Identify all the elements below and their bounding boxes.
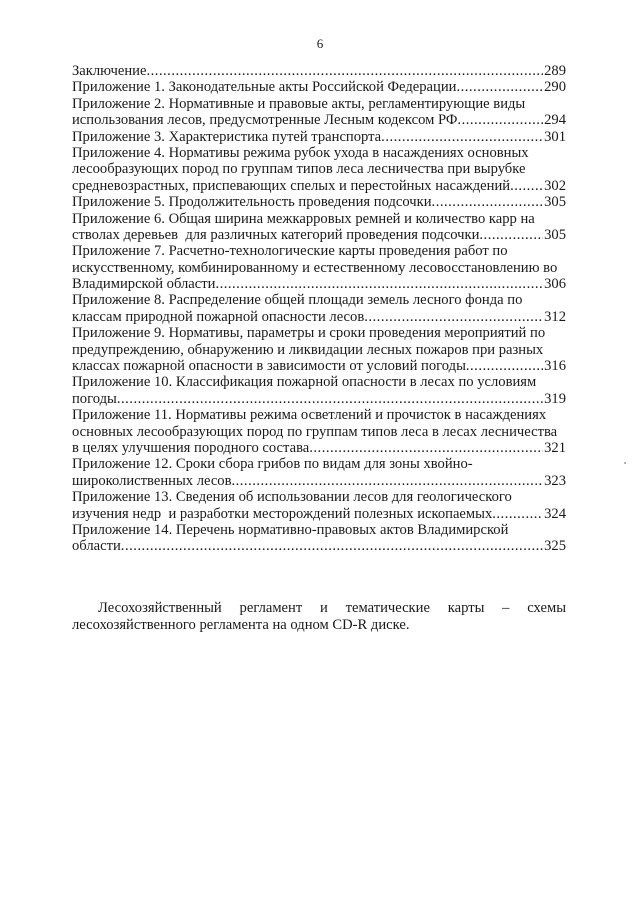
toc-entry-title-text: погоды [72, 390, 117, 407]
toc-entry-title-text: Приложение 6. Общая ширина межкарровых ремней и количество карр на [72, 210, 535, 227]
toc-entry-last-line [72, 473, 566, 489]
toc-entry [72, 63, 566, 79]
toc-entry-title-text: Владимирской области [72, 276, 216, 293]
toc-dot-leader [466, 358, 543, 374]
toc-entry-last-line [72, 538, 566, 554]
toc-entry-last-line [72, 440, 566, 456]
toc-page-number: 294 [544, 112, 566, 129]
toc-page-number: 306 [544, 276, 566, 293]
toc-page-number: 312 [544, 308, 566, 325]
toc-entry-title-text: Приложение 2. Нормативные и правовые акты, регламентирующие виды [72, 95, 526, 112]
toc-entry-last-line [72, 194, 566, 210]
toc-entry-title-text: стволах деревьев для различных категорий проведения подсочки [72, 226, 480, 243]
toc-entry-last-line [72, 178, 566, 194]
toc-entry-last-line [72, 506, 566, 522]
toc-dot-leader [457, 112, 543, 128]
toc-page-number: 305 [544, 226, 566, 243]
toc-entry [72, 374, 566, 407]
toc-page-number: 324 [544, 505, 566, 522]
toc-entry [72, 79, 566, 95]
toc-entry-title-text: Приложение 10. Классификация пожарной опасности в лесах по условиям [72, 374, 537, 391]
toc-dot-leader [456, 79, 543, 95]
toc-dot-leader [231, 473, 543, 489]
toc-entry-title-text: области [72, 538, 121, 555]
page-number: 6 [316, 36, 324, 51]
toc-entry-last-line [72, 391, 566, 407]
toc-entry [72, 522, 566, 555]
toc-page-number: 321 [544, 439, 566, 456]
toc-entry-last-line [72, 112, 566, 128]
toc-entry-title-text: основных лесообразующих пород по группам типов леса в лесах лесничества [72, 423, 558, 440]
toc-entry-title-text: лесообразующих пород по группам типов леса лесничества при вырубке [72, 161, 526, 178]
toc-page-number: 325 [544, 538, 566, 555]
toc-entry-title-text: Приложение 11. Нормативы режима осветлений и прочисток в насаждениях [72, 407, 547, 424]
toc-entry-title-text: Приложение 1. Законодательные акты Российской Федерации [72, 79, 457, 96]
toc-entry-title-text: Приложение 12. Сроки сбора грибов по видам для зоны хвойно- [72, 456, 473, 473]
toc-entry-title-text: классам природной пожарной опасности лесов [72, 308, 365, 325]
toc-page-number: 289 [544, 63, 566, 79]
toc-dot-leader [381, 129, 543, 145]
footer-note-line-2: лесохозяйственного регламента на одном CD-R диске. [72, 617, 410, 634]
toc-entry [72, 96, 566, 129]
toc-entry-title-text: средневозрастных, приспевающих спелых и перестойных насаждений [72, 177, 511, 194]
toc-entry-last-line [72, 276, 566, 292]
toc-entry-title-text: Приложение 7. Расчетно-технологические карты проведения работ по [72, 243, 508, 260]
toc-page-number: 302 [544, 177, 566, 194]
toc-page-number: 323 [544, 472, 566, 489]
scan-speck [624, 462, 626, 464]
toc-entry-last-line [72, 129, 566, 145]
toc-entry-title-text: изучения недр и разработки месторождений полезных ископаемых [72, 505, 493, 522]
toc-dot-leader [479, 227, 543, 243]
toc-entry [72, 292, 566, 325]
toc-entry [72, 129, 566, 145]
toc-entry-last-line [72, 309, 566, 325]
toc-dot-leader [510, 178, 543, 194]
toc-entry-title-text: искусственному, комбинированному и естественному лесовосстановлению во [72, 259, 558, 276]
toc-page-number: 305 [544, 194, 566, 211]
toc-entry-title-text: Приложение 5. Продолжительность проведения подсочки [72, 194, 432, 211]
toc-dot-leader [364, 309, 543, 325]
toc-entry-last-line [72, 79, 566, 95]
toc-entry-title-text: Приложение 3. Характеристика путей транспорта [72, 128, 382, 145]
toc-entry [72, 194, 566, 210]
toc-entry [72, 407, 566, 456]
toc-dot-leader [121, 538, 543, 554]
toc-dot-leader [492, 506, 543, 522]
toc-dot-leader [215, 276, 543, 292]
toc-entry [72, 243, 566, 292]
toc-entry-title-text: Приложение 14. Перечень нормативно-правовых актов Владимирской [72, 521, 509, 538]
toc-entry-title-text: использования лесов, предусмотренные Лесным кодексом РФ [72, 112, 458, 129]
footer-note-line-1: Лесохозяйственный регламент и тематические карты – схемы [98, 600, 566, 616]
footer-note [72, 600, 566, 635]
toc-entry-title-text: в целях улучшения породного состава [72, 439, 310, 456]
toc-entry-title-text: Приложение 4. Нормативы режима рубок ухода в насаждениях основных [72, 144, 529, 161]
toc-entry-title-text: Приложение 13. Сведения об использовании лесов для геологического [72, 489, 512, 506]
toc-page-number: 319 [544, 390, 566, 407]
toc-entry-title-text: предупреждению, обнаружению и ликвидации лесных пожаров при разных [72, 341, 544, 358]
toc-entry [72, 325, 566, 374]
toc-entry-title-text: Приложение 9. Нормативы, параметры и сроки проведения мероприятий по [72, 325, 546, 342]
toc-entry [72, 489, 566, 522]
toc-entry-last-line [72, 227, 566, 243]
toc-entry-title-text: Приложение 8. Распределение общей площади земель лесного фонда по [72, 292, 523, 309]
toc-entry-last-line [72, 63, 566, 79]
toc-dot-leader [432, 194, 544, 210]
toc-page-number: 290 [544, 79, 566, 96]
table-of-contents [72, 63, 566, 555]
toc-entry [72, 145, 566, 194]
toc-entry-title-text: широколиственных лесов [72, 472, 232, 489]
toc-entry-title-text: классах пожарной опасности в зависимости от условий погоды [72, 358, 466, 375]
toc-page-number: 301 [544, 128, 566, 145]
toc-dot-leader [309, 440, 543, 456]
toc-entry [72, 211, 566, 244]
toc-entry-title-text: Заключение [72, 63, 147, 79]
toc-page-number: 316 [544, 358, 566, 375]
toc-entry [72, 456, 566, 489]
toc-dot-leader [117, 391, 543, 407]
toc-dot-leader [146, 63, 543, 79]
toc-entry-last-line [72, 358, 566, 374]
